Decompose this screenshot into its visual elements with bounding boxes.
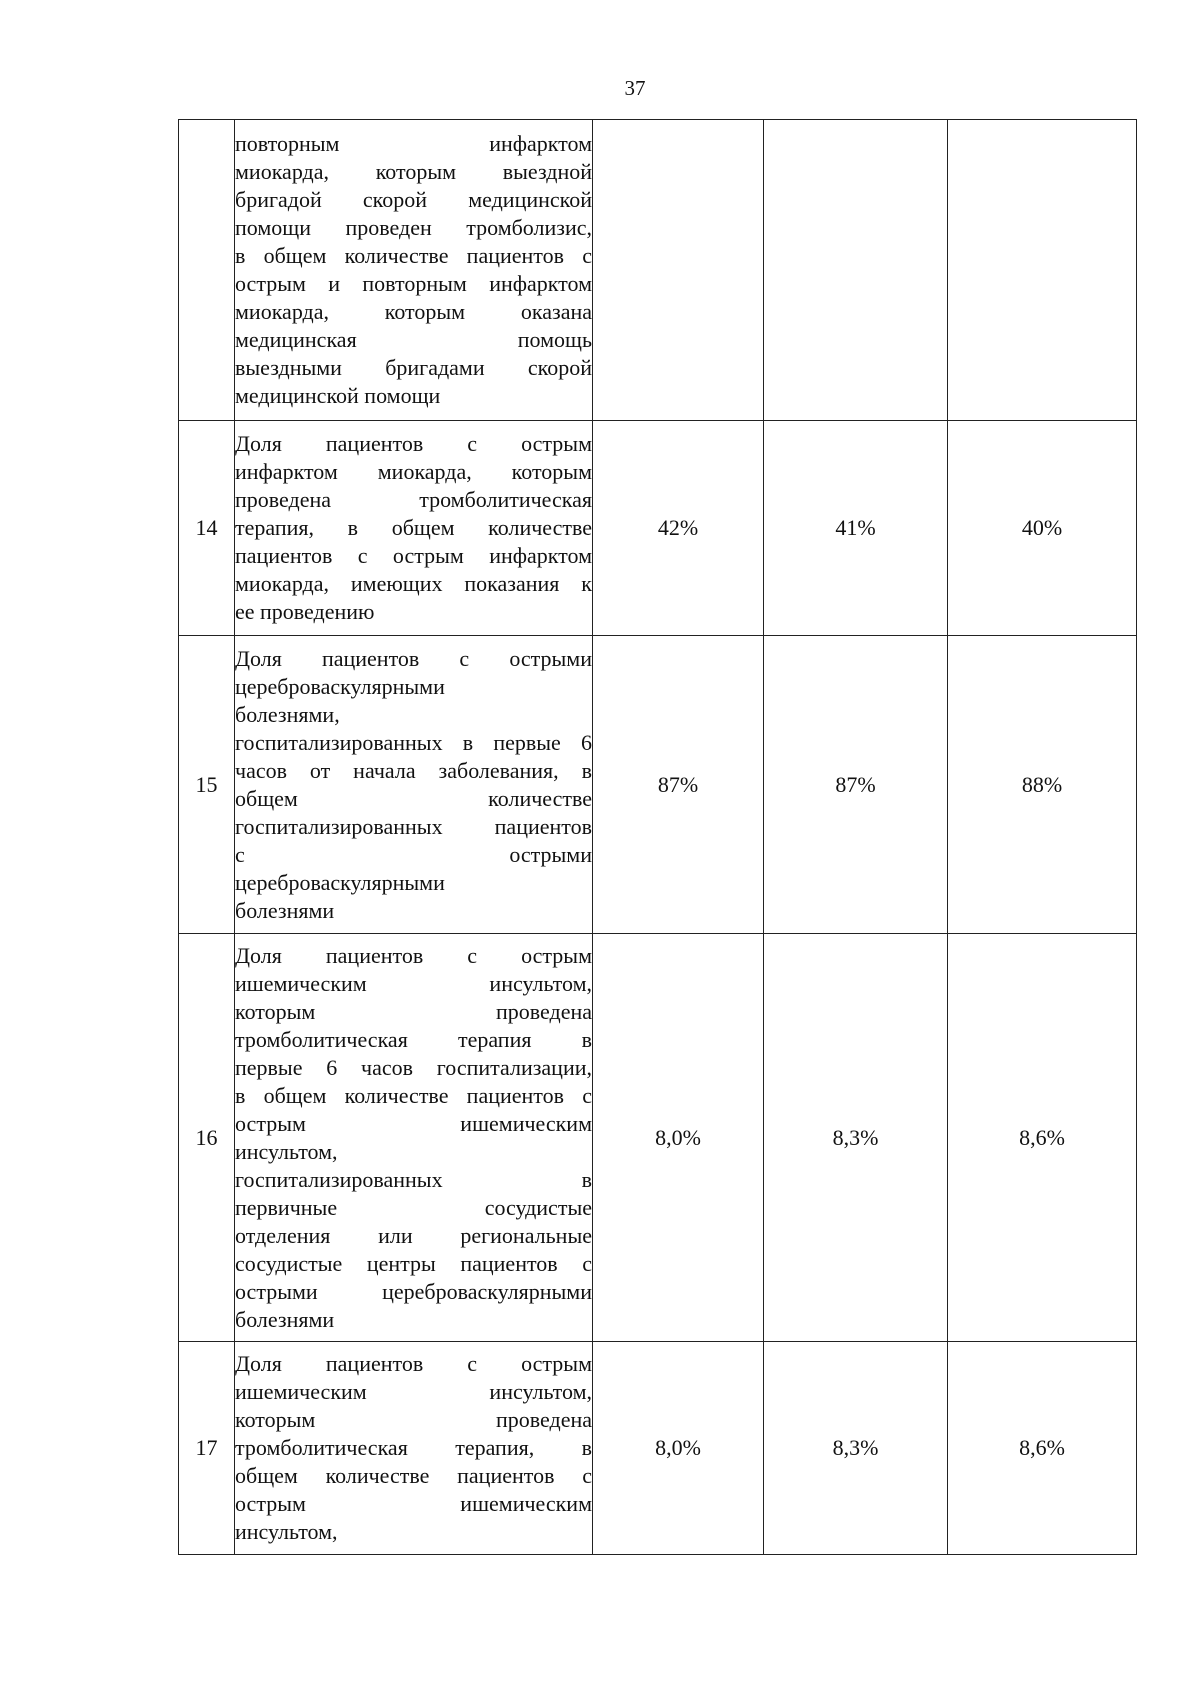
- description-line: инсультом,: [235, 1138, 338, 1164]
- value-cell-year-1: 8,0%: [593, 1342, 764, 1555]
- description-line: Доля пациентов с острым: [235, 1351, 592, 1376]
- indicator-table: [178, 119, 1137, 1555]
- description-line: цереброваскулярными: [235, 869, 445, 895]
- description-line: острым ишемическим: [235, 1110, 592, 1136]
- row-number: 15: [179, 636, 235, 934]
- table-row: [179, 421, 1137, 636]
- table-row: [179, 1342, 1137, 1555]
- indicator-description: [235, 1342, 593, 1555]
- description-line: отделения или региональные: [235, 1222, 592, 1248]
- value-cell-year-3: 8,6%: [948, 934, 1137, 1342]
- description-line: ее проведению: [235, 599, 375, 624]
- value-cell-year-2: 8,3%: [764, 1342, 948, 1555]
- description-line: с острыми: [235, 841, 592, 867]
- description-line: пациентов с острым инфарктом: [235, 543, 592, 568]
- description-line: медицинская помощь: [235, 327, 592, 352]
- description-line: госпитализированных пациентов: [235, 813, 592, 839]
- description-line: первые 6 часов госпитализации,: [235, 1054, 592, 1080]
- value-cell-year-1: 8,0%: [593, 934, 764, 1342]
- table-row: [179, 636, 1137, 934]
- description-line: терапия, в общем количестве: [235, 515, 592, 540]
- description-line: которым проведена: [235, 998, 592, 1024]
- row-number: 14: [179, 421, 235, 636]
- description-line: тромболитическая терапия в: [235, 1026, 592, 1052]
- row-number: 17: [179, 1342, 235, 1555]
- description-line: общем количестве пациентов с: [235, 1463, 592, 1488]
- value-cell-year-3: 40%: [948, 421, 1137, 636]
- description-line: проведена тромболитическая: [235, 487, 592, 512]
- description-line: болезнями,: [235, 701, 340, 727]
- description-line: ишемическим инсультом,: [235, 970, 592, 996]
- value-cell-year-3: 88%: [948, 636, 1137, 934]
- description-line: бригадой скорой медицинской: [235, 187, 592, 212]
- description-line: часов от начала заболевания, в: [235, 757, 592, 783]
- description-line: сосудистые центры пациентов с: [235, 1250, 592, 1276]
- page-number: 37: [624, 76, 646, 100]
- description-line: инсультом,: [235, 1519, 338, 1544]
- description-line: болезнями: [235, 897, 335, 923]
- value-cell-year-2: [764, 120, 948, 421]
- table-row: [179, 120, 1137, 421]
- description-line: госпитализированных в: [235, 1166, 592, 1192]
- value-cell-year-2: 8,3%: [764, 934, 948, 1342]
- description-line: в общем количестве пациентов с: [235, 1082, 592, 1108]
- row-number: 16: [179, 934, 235, 1342]
- value-cell-year-3: 8,6%: [948, 1342, 1137, 1555]
- description-line: ишемическим инсультом,: [235, 1379, 592, 1404]
- description-line: помощи проведен тромболизис,: [235, 215, 592, 240]
- value-cell-year-2: 41%: [764, 421, 948, 636]
- description-line: Доля пациентов с острыми: [235, 645, 592, 671]
- value-cell-year-3: [948, 120, 1137, 421]
- value-cell-year-2: 87%: [764, 636, 948, 934]
- description-line: Доля пациентов с острым: [235, 942, 592, 968]
- indicator-description: [235, 120, 593, 421]
- description-line: Доля пациентов с острым: [235, 431, 592, 456]
- indicator-description: [235, 636, 593, 934]
- description-line: в общем количестве пациентов с: [235, 243, 592, 268]
- description-line: острым и повторным инфарктом: [235, 271, 592, 296]
- indicator-description: [235, 934, 593, 1342]
- description-line: острым ишемическим: [235, 1491, 592, 1516]
- table-row: [179, 934, 1137, 1342]
- description-line: общем количестве: [235, 785, 592, 811]
- value-cell-year-1: 87%: [593, 636, 764, 934]
- indicator-description: [235, 421, 593, 636]
- description-line: инфарктом миокарда, которым: [235, 459, 592, 484]
- description-line: повторным инфарктом: [235, 131, 592, 156]
- description-line: миокарда, которым оказана: [235, 299, 592, 324]
- description-line: миокарда, имеющих показания к: [235, 571, 592, 596]
- description-line: медицинской помощи: [235, 383, 441, 408]
- description-line: которым проведена: [235, 1407, 592, 1432]
- description-line: цереброваскулярными: [235, 673, 445, 699]
- row-number: [179, 120, 235, 421]
- description-line: выездными бригадами скорой: [235, 355, 592, 380]
- description-line: болезнями: [235, 1306, 335, 1332]
- description-line: госпитализированных в первые 6: [235, 729, 592, 755]
- description-line: острыми цереброваскулярными: [235, 1278, 592, 1304]
- description-line: миокарда, которым выездной: [235, 159, 592, 184]
- value-cell-year-1: [593, 120, 764, 421]
- description-line: первичные сосудистые: [235, 1194, 592, 1220]
- value-cell-year-1: 42%: [593, 421, 764, 636]
- description-line: тромболитическая терапия, в: [235, 1435, 592, 1460]
